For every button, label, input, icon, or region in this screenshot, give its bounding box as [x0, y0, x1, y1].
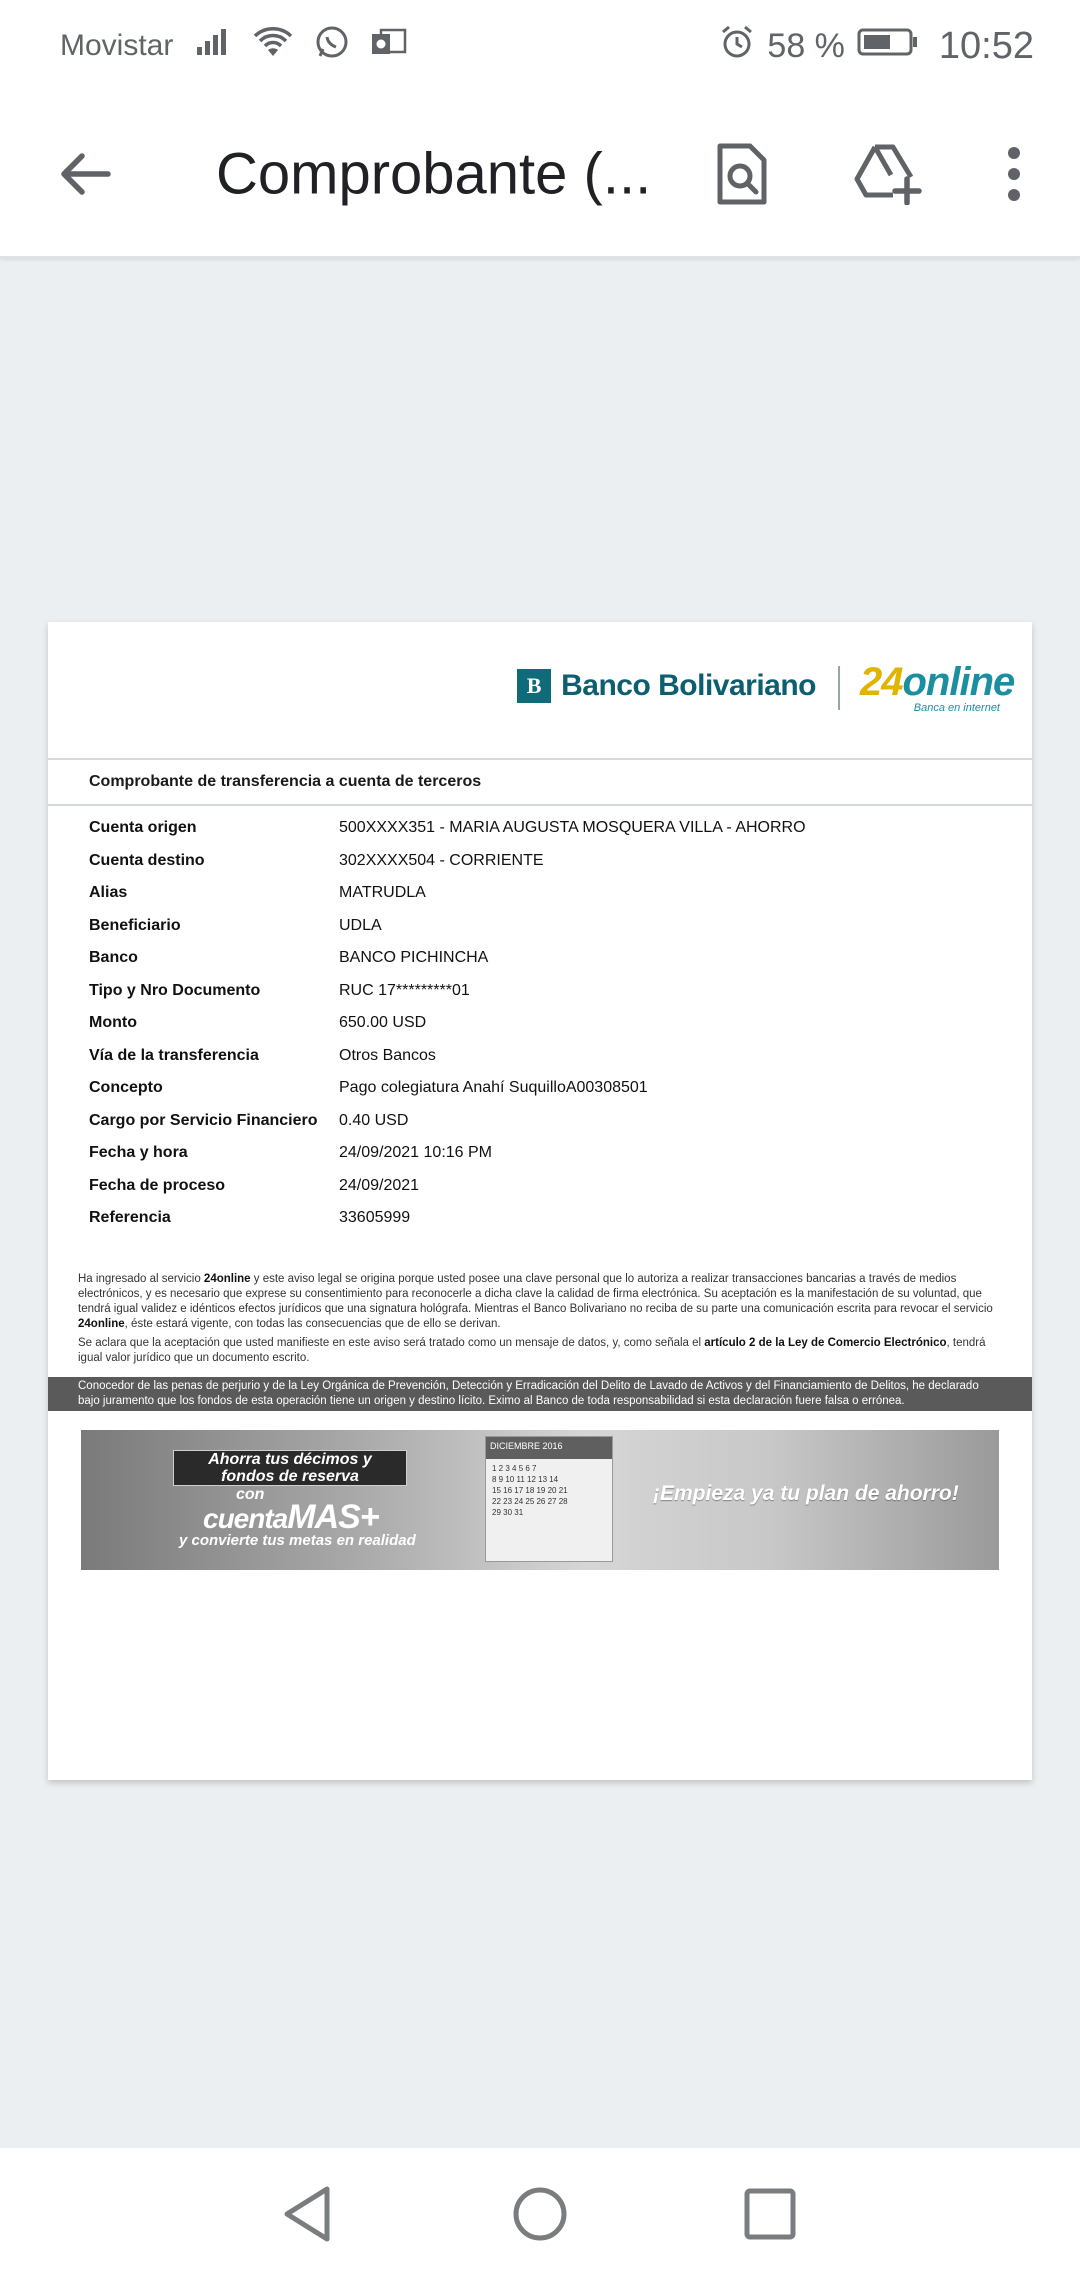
detail-row	[89, 1040, 991, 1073]
wifi-icon	[253, 26, 293, 66]
detail-row	[89, 1072, 991, 1105]
banner-headline-line2: fondos de reserva	[221, 1468, 359, 1485]
detail-row	[89, 877, 991, 910]
signal-icon	[195, 27, 231, 65]
detail-value: RUC 17*********01	[339, 981, 470, 999]
savings-promo-banner	[81, 1430, 999, 1570]
detail-value: MATRUDLA	[339, 884, 426, 902]
more-options-button[interactable]	[978, 138, 1050, 210]
detail-row	[89, 910, 991, 943]
legal-paragraph-2	[78, 1336, 1002, 1366]
detail-value: 0.40 USD	[339, 1111, 409, 1129]
detail-row	[89, 942, 991, 975]
detail-value: 650.00 USD	[339, 1014, 427, 1032]
status-right	[719, 24, 1034, 68]
nav-home-button[interactable]	[508, 2182, 572, 2246]
bank-name: Banco Bolivariano	[561, 669, 816, 702]
detail-value: UDLA	[339, 916, 382, 934]
detail-label: Monto	[89, 1014, 137, 1032]
detail-row	[89, 1007, 991, 1040]
legal-text: Ha ingresado al servicio	[78, 1273, 204, 1285]
back-button[interactable]	[50, 140, 118, 208]
system-nav-bar	[0, 2148, 1080, 2280]
document-header	[48, 622, 1032, 758]
legal-text: Se aclara que la aceptación que usted manifieste en este aviso será tratado como un mensaje de datos, y, como señala el	[78, 1337, 705, 1349]
detail-row	[89, 845, 991, 878]
legal-brand: 24online	[203, 1273, 251, 1285]
status-left	[60, 25, 719, 67]
detail-label: Concepto	[89, 1079, 163, 1097]
detail-row	[89, 812, 991, 845]
outlook-icon	[371, 27, 407, 65]
detail-value: 33605999	[339, 1209, 411, 1227]
carrier-label: Movistar	[60, 29, 174, 62]
recents-nav-icon	[743, 2187, 797, 2241]
bank-mark-icon: B	[517, 669, 551, 703]
legal-text: , éste estará vigente, con todas las consecuencias que de ello se derivan.	[124, 1318, 501, 1330]
detail-value: 24/09/2021 10:16 PM	[339, 1144, 493, 1162]
detail-row	[89, 1137, 991, 1170]
add-to-drive-icon	[853, 143, 923, 205]
24online-logo	[860, 660, 1015, 722]
detail-label: Beneficiario	[89, 916, 181, 934]
detail-label: Cuenta origen	[89, 819, 197, 837]
detail-label: Fecha de proceso	[89, 1176, 226, 1194]
calendar-year: 2016	[542, 1441, 563, 1451]
home-nav-icon	[511, 2185, 569, 2243]
logo-subtitle: Banca en internet	[913, 702, 1000, 714]
detail-value: 302XXXX504 - CORRIENTE	[339, 851, 544, 869]
detail-label: Alias	[89, 884, 128, 902]
document-title: Comprobante (...	[216, 141, 652, 207]
legal-text: , tendrá igual valor jurídico que un documento escrito.	[78, 1337, 986, 1364]
legal-notice	[78, 1272, 1002, 1370]
find-in-document-button[interactable]	[706, 138, 778, 210]
whatsapp-icon	[315, 25, 349, 67]
detail-row	[89, 1170, 991, 1203]
legal-text: y este aviso legal se origina porque usted posee una clave personal que lo autoriza a realizar transacciones bancarias a través de medios electrónicos, y es necesario que exprese su consentimiento para reconocerle a dicha clave la calidad de firma electrónica. Su aceptación es la manifestación de su voluntad, que tendrá igual validez e idénticos efectos jurídicos que una signatura hológrafa. Mientras el Banco Bolivariano no reciba de su parte una comunicación escrita para revocar el servicio	[78, 1273, 993, 1315]
banco-bolivariano-logo	[517, 669, 816, 703]
detail-label: Referencia	[89, 1209, 171, 1227]
status-bar	[0, 0, 1080, 92]
back-nav-icon	[281, 2185, 335, 2243]
app-bar	[0, 92, 1080, 258]
banner-headline-line1: Ahorra tus décimos y	[208, 1451, 372, 1468]
banner-con: con	[236, 1486, 265, 1503]
logo-24-number: 24	[860, 660, 903, 704]
battery-icon	[857, 27, 919, 65]
detail-value: Pago colegiatura Anahí SuquilloA00308501	[339, 1079, 648, 1097]
nav-back-button[interactable]	[276, 2182, 340, 2246]
legal-law-reference: artículo 2 de la Ley de Comercio Electrónico	[704, 1337, 947, 1349]
logo-online-word: online	[902, 660, 1015, 704]
detail-label: Fecha y hora	[89, 1144, 188, 1162]
battery-percent: 58 %	[767, 26, 845, 65]
legal-brand: 24online	[78, 1318, 125, 1330]
nav-recents-button[interactable]	[738, 2182, 802, 2246]
detail-value: 24/09/2021	[339, 1176, 420, 1194]
banner-brand-mas: MAS+	[287, 1498, 379, 1536]
arrow-back-icon	[56, 150, 112, 198]
transfer-details	[48, 806, 1032, 1235]
alarm-icon	[719, 24, 755, 68]
find-in-document-icon	[714, 142, 770, 206]
banner-headline	[173, 1450, 407, 1486]
detail-label: Cargo por Servicio Financiero	[89, 1111, 318, 1129]
calendar-grid: 1 2 3 4 5 6 7 8 9 10 11 12 13 14 15 16 17 18 19 20 21 22 23 24 25 26 27 28 29 30 31	[492, 1464, 568, 1517]
banner-cta: ¡Empieza ya tu plan de ahorro!	[653, 1482, 959, 1505]
document-page[interactable]	[48, 622, 1032, 1780]
banner-brand-cuenta: cuenta	[203, 1503, 288, 1534]
detail-value: 500XXXX351 - MARIA AUGUSTA MOSQUERA VILLA - AHORRO	[339, 819, 806, 837]
detail-label: Vía de la transferencia	[89, 1046, 259, 1064]
detail-label: Banco	[89, 949, 138, 967]
detail-value: BANCO PICHINCHA	[339, 949, 489, 967]
detail-row	[89, 1202, 991, 1235]
banner-tagline: y convierte tus metas en realidad	[179, 1532, 416, 1549]
calendar-month: DICIEMBRE	[490, 1441, 541, 1451]
add-to-drive-button[interactable]	[852, 138, 924, 210]
detail-value: Otros Bancos	[339, 1046, 436, 1064]
detail-row	[89, 975, 991, 1008]
logo-separator	[838, 666, 840, 710]
detail-row	[89, 1105, 991, 1138]
sworn-declaration: Conocedor de las penas de perjurio y de la Ley Orgánica de Prevención, Detección y Erradicación del Delito de Lavado de Activos y del Financiamiento de Delitos, he declarado bajo juramento que los fondos de esta operación tiene un origen y destino lícito. Eximo al Banco de toda responsabilidad si esta declaración fuere falsa o errónea.	[48, 1377, 1032, 1411]
status-time: 10:52	[938, 24, 1034, 67]
detail-label: Cuenta destino	[89, 851, 205, 869]
more-options-icon	[1006, 146, 1022, 202]
calendar-illustration	[485, 1436, 613, 1562]
legal-paragraph-1	[78, 1272, 1002, 1332]
receipt-section-title: Comprobante de transferencia a cuenta de terceros	[89, 773, 482, 790]
detail-label: Tipo y Nro Documento	[89, 981, 261, 999]
